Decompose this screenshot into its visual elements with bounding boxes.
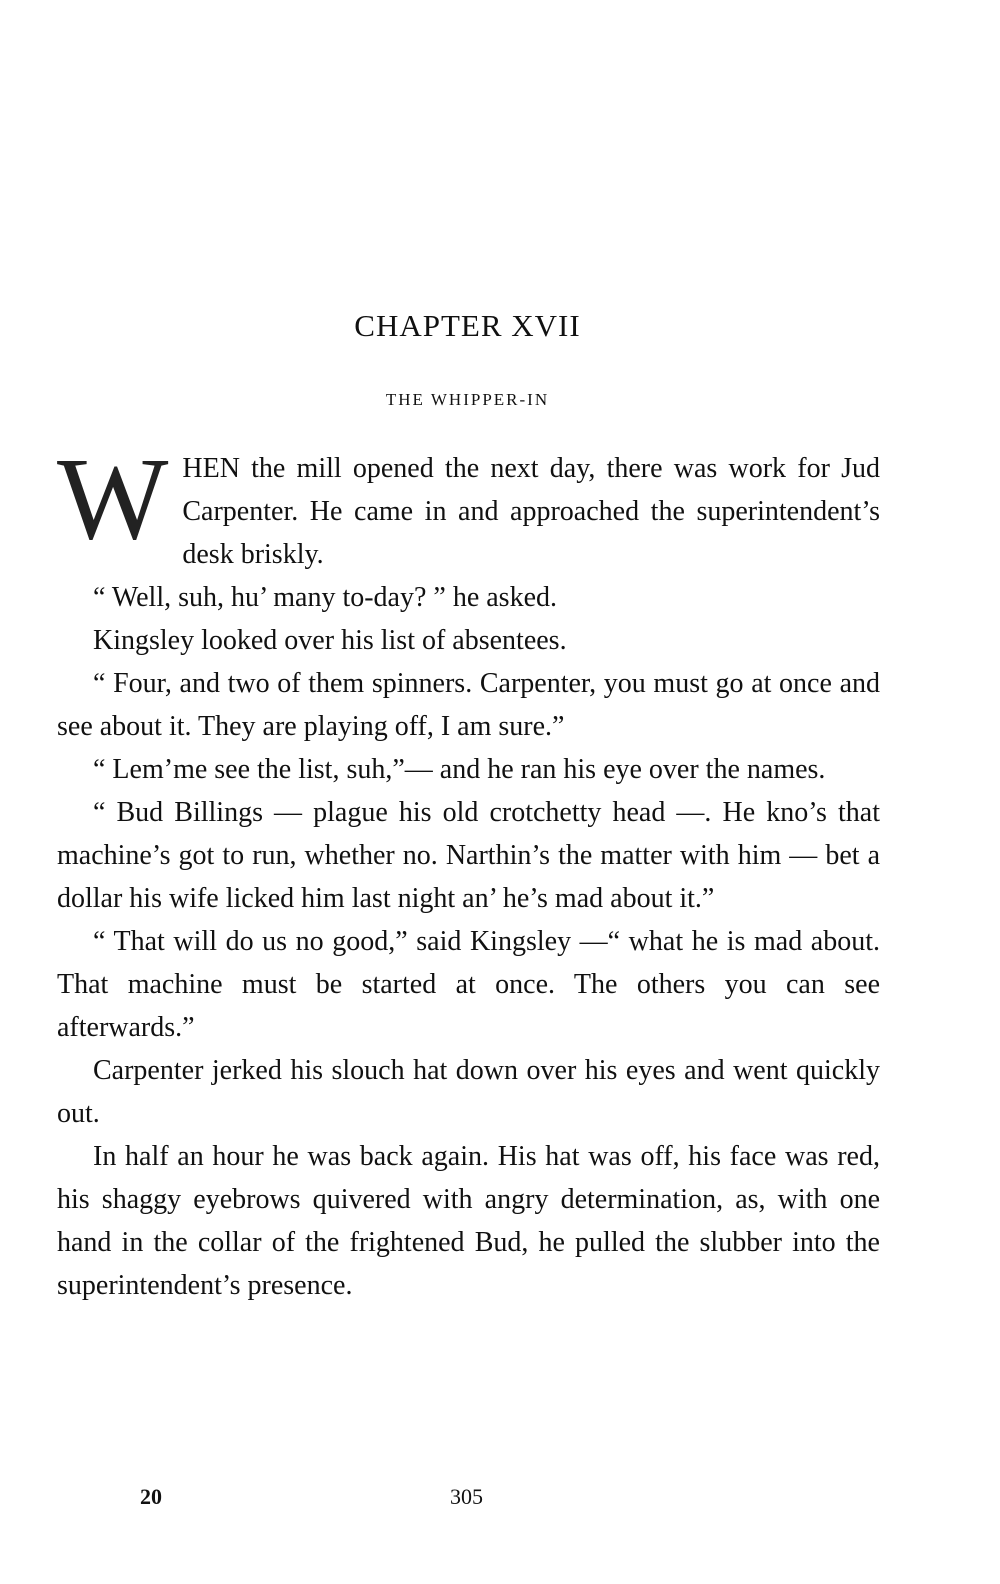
paragraph-6: “ That will do us no good,” said Kingsley —“ what he is mad about. That machine must be started at once. The others you can see afterwards.” bbox=[57, 926, 880, 1043]
paragraph-3: “ Four, and two of them spinners. Carpenter, you must go at once and see about it. They are playing off, I am sure.” bbox=[57, 668, 880, 742]
paragraph-2: Kingsley looked over his list of absentees. bbox=[93, 625, 567, 656]
body-text bbox=[57, 433, 880, 1307]
paragraph-4: “ Lem’me see the list, suh,”— and he ran his eye over the names. bbox=[93, 754, 826, 785]
page-number: 305 bbox=[450, 1484, 483, 1509]
paragraph-8: In half an hour he was back again. His hat was off, his face was red, his shaggy eyebrows quivered with angry determination, as, with one hand in the collar of the frightened Bud, he pulled the slubber into the superintendent’s presence. bbox=[57, 1141, 880, 1301]
chapter-subtitle: THE WHIPPER-IN bbox=[385, 390, 550, 409]
opening-text: the mill opened the next day, there was work for Jud Carpenter. He came in and approached the superintendent’s desk briskly. bbox=[182, 453, 880, 570]
chapter-title: CHAPTER XVII bbox=[354, 308, 581, 343]
drop-cap: W bbox=[57, 433, 167, 564]
paragraph-5: “ Bud Billings — plague his old crotchetty head —. He kno’s that machine’s got to run, whether no. Narthin’s the matter with him — bet a dollar his wife licked him last night an’ he’s mad about it.” bbox=[57, 797, 880, 914]
signature-mark: 20 bbox=[140, 1484, 162, 1509]
opening-smallcaps: HEN bbox=[182, 453, 240, 484]
paragraph-1: “ Well, suh, hu’ many to-day? ” he asked. bbox=[93, 582, 558, 613]
paragraph-7: Carpenter jerked his slouch hat down over his eyes and went quickly out. bbox=[57, 1055, 880, 1129]
opening-paragraph bbox=[57, 433, 880, 576]
